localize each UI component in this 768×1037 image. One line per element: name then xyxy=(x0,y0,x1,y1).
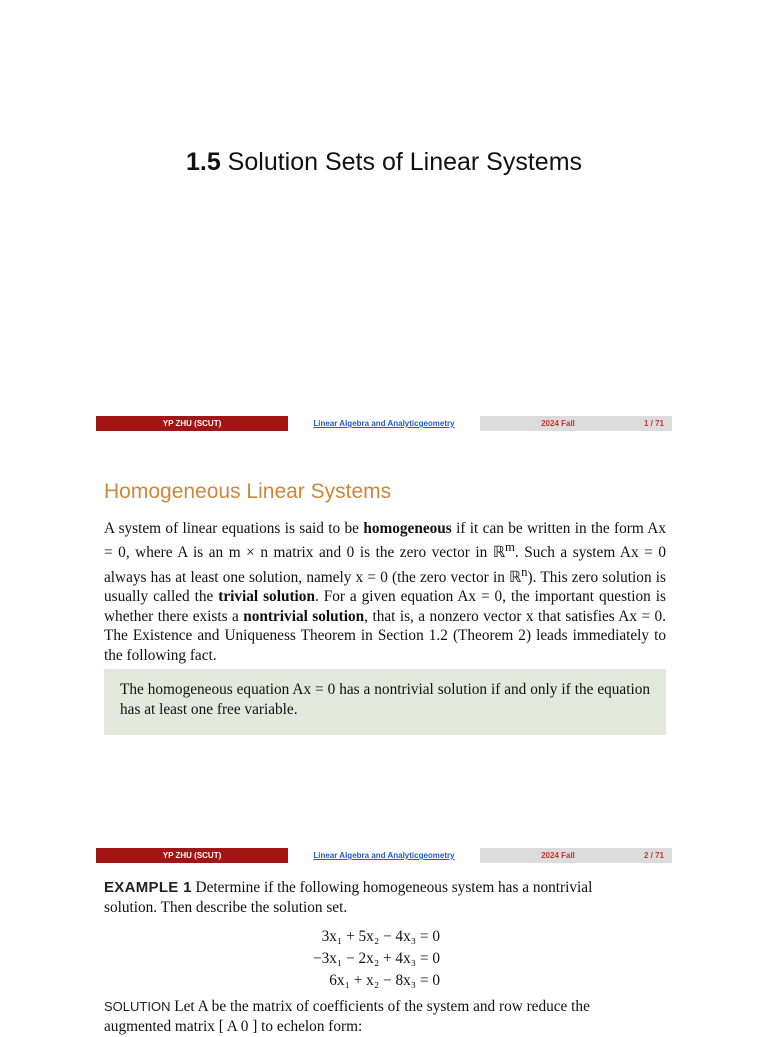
footer-term: 2024 Fall xyxy=(541,851,575,860)
footer-author: YP ZHU (SCUT) xyxy=(96,416,288,431)
para-text: . For a given equation Ax = 0, the important question is whether there exists a xyxy=(104,588,666,625)
term-trivial-solution: trivial solution xyxy=(218,588,315,606)
example-label: EXAMPLE 1 xyxy=(104,879,192,896)
para-text: . Such a system Ax = 0 always has at least one solution, namely x = 0 (the zero vector in ℝ xyxy=(104,544,666,586)
slide-footer xyxy=(96,416,672,431)
term-nontrivial-solution: nontrivial solution xyxy=(243,607,365,625)
definition-paragraph xyxy=(104,519,666,665)
slide-title xyxy=(0,148,768,177)
term-homogeneous: homogeneous xyxy=(363,520,452,537)
superscript-n: n xyxy=(521,564,528,579)
section-number: 1.5 xyxy=(185,148,221,176)
example-text: Determine if the following homogeneous system has a nontrivial solution. Then describe the solution set. xyxy=(104,879,593,916)
fact-box xyxy=(104,669,666,735)
equation-row: 3x₁ + 5x₂ − 4x₃ = 0 xyxy=(321,928,440,945)
solution-text xyxy=(104,997,624,1037)
equation-row: −3x₁ − 2x₂ + 4x₃ = 0 xyxy=(313,950,440,967)
para-text: A system of linear equations is said to be xyxy=(104,520,364,537)
solution-body: Let A be the matrix of coefficients of the system and row reduce the augmented matrix [ A 0 ] to echelon form: xyxy=(104,998,590,1035)
para-text: if it can be written in the form Ax = 0, where A is an m × n matrix and 0 is the zero vector in ℝ xyxy=(104,520,666,562)
footer-course[interactable] xyxy=(288,848,480,863)
equation-system xyxy=(270,926,440,992)
equation-row: 6x₁ + x₂ − 8x₃ = 0 xyxy=(329,972,440,989)
para-text: ). This zero solution is usually called the xyxy=(104,569,666,606)
para-text: , that is, a nonzero vector x that satisfies Ax = 0. The Existence and Uniqueness Theorem in Section 1.2 (Theorem 2) leads immediately to the following fact. xyxy=(104,607,666,664)
footer-term-section xyxy=(480,848,672,863)
footer-author: YP ZHU (SCUT) xyxy=(96,848,288,863)
footer-page-number: 2 / 71 xyxy=(643,851,664,860)
section-title: Solution Sets of Linear Systems xyxy=(220,148,583,176)
superscript-m: m xyxy=(504,540,515,555)
footer-term: 2024 Fall xyxy=(541,419,575,428)
fact-box-text: The homogeneous equation Ax = 0 has a nontrivial solution if and only if the equation has at least one free variable. xyxy=(120,681,650,718)
footer-course[interactable] xyxy=(288,416,480,431)
footer-course-link[interactable]: Linear Algebra and Analyticgeometry xyxy=(313,851,455,860)
footer-course-link[interactable]: Linear Algebra and Analyticgeometry xyxy=(313,419,455,428)
slide-footer xyxy=(96,848,672,863)
example-statement xyxy=(104,878,624,918)
footer-term-section xyxy=(480,416,672,431)
section-heading: Homogeneous Linear Systems xyxy=(104,480,392,503)
solution-label: SOLUTION xyxy=(104,999,171,1014)
footer-page-number: 1 / 71 xyxy=(643,419,664,428)
